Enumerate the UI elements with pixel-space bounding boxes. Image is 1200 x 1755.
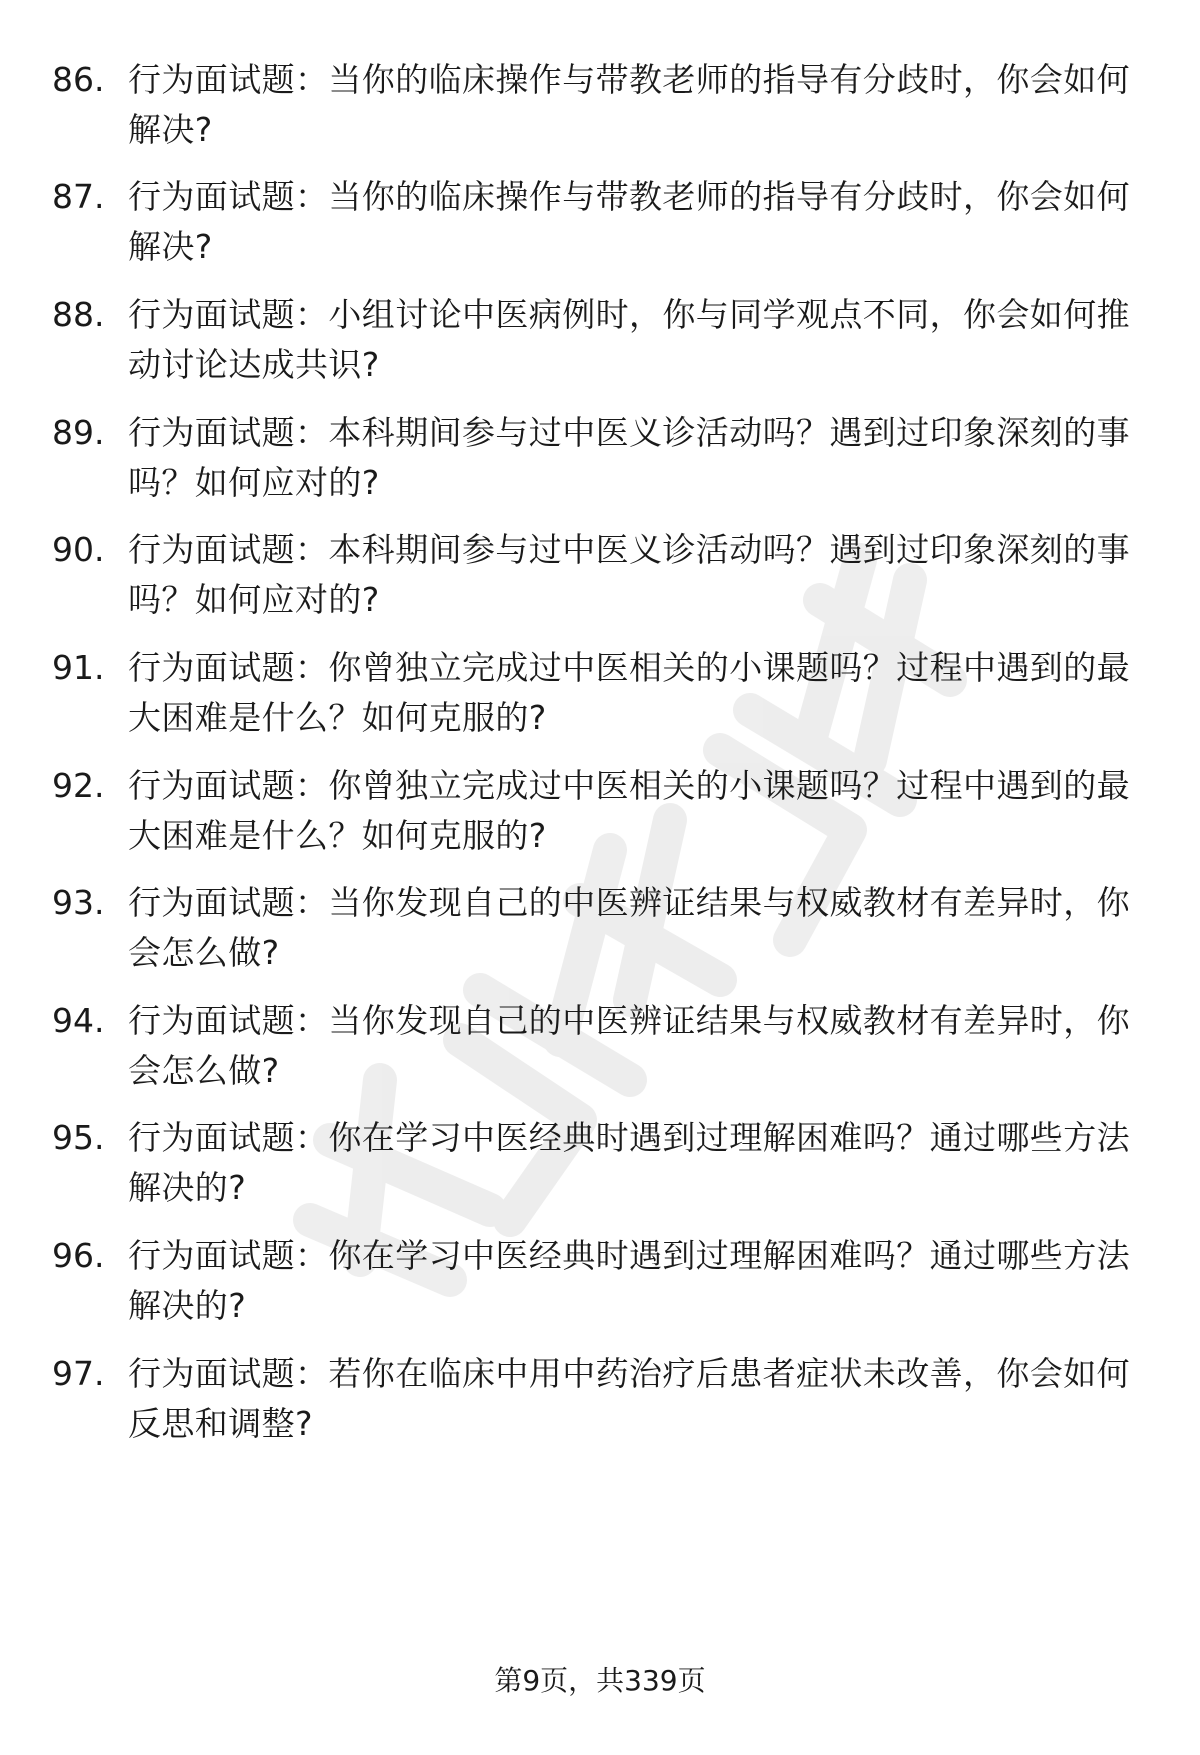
question-text: 行为面试题：若你在临床中用中药治疗后患者症状未改善，你会如何反思和调整? [128,1354,1130,1443]
page-footer: 第9页，共339页 [494,1664,706,1697]
question-number: 94. [52,1001,105,1040]
question-number: 95. [52,1118,105,1157]
list-item [0,1113,1200,1213]
question-number: 93. [52,883,105,922]
question-text: 行为面试题：你曾独立完成过中医相关的小课题吗？过程中遇到的最大困难是什么？如何克服的? [128,648,1130,737]
list-item [0,643,1200,743]
list-item [0,408,1200,508]
question-text: 行为面试题：小组讨论中医病例时，你与同学观点不同，你会如何推动讨论达成共识? [128,295,1130,384]
list-item [0,55,1200,155]
list-item [0,878,1200,978]
question-number: 92. [52,766,105,805]
list-item [0,1231,1200,1331]
question-text: 行为面试题：你在学习中医经典时遇到过理解困难吗？通过哪些方法解决的? [128,1118,1130,1207]
list-item [0,290,1200,390]
list-item [0,1349,1200,1449]
question-number: 90. [52,530,105,569]
list-item [0,996,1200,1096]
question-text: 行为面试题：本科期间参与过中医义诊活动吗？遇到过印象深刻的事吗？如何应对的? [128,530,1130,619]
question-text: 行为面试题：当你的临床操作与带教老师的指导有分歧时，你会如何解决? [128,177,1130,266]
list-item [0,761,1200,861]
question-number: 96. [52,1236,105,1275]
question-text: 行为面试题：当你发现自己的中医辨证结果与权威教材有差异时，你会怎么做? [128,1001,1130,1090]
question-number: 88. [52,295,105,334]
question-number: 91. [52,648,105,687]
question-text: 行为面试题：当你发现自己的中医辨证结果与权威教材有差异时，你会怎么做? [128,883,1130,972]
list-item [0,172,1200,272]
list-item [0,525,1200,625]
question-number: 97. [52,1354,105,1393]
question-number: 89. [52,413,105,452]
question-number: 87. [52,177,105,216]
question-text: 行为面试题：你曾独立完成过中医相关的小课题吗？过程中遇到的最大困难是什么？如何克服的? [128,766,1130,855]
question-text: 行为面试题：当你的临床操作与带教老师的指导有分歧时，你会如何解决? [128,60,1130,149]
question-text: 行为面试题：你在学习中医经典时遇到过理解困难吗？通过哪些方法解决的? [128,1236,1130,1325]
question-text: 行为面试题：本科期间参与过中医义诊活动吗？遇到过印象深刻的事吗？如何应对的? [128,413,1130,502]
question-number: 86. [52,60,105,99]
